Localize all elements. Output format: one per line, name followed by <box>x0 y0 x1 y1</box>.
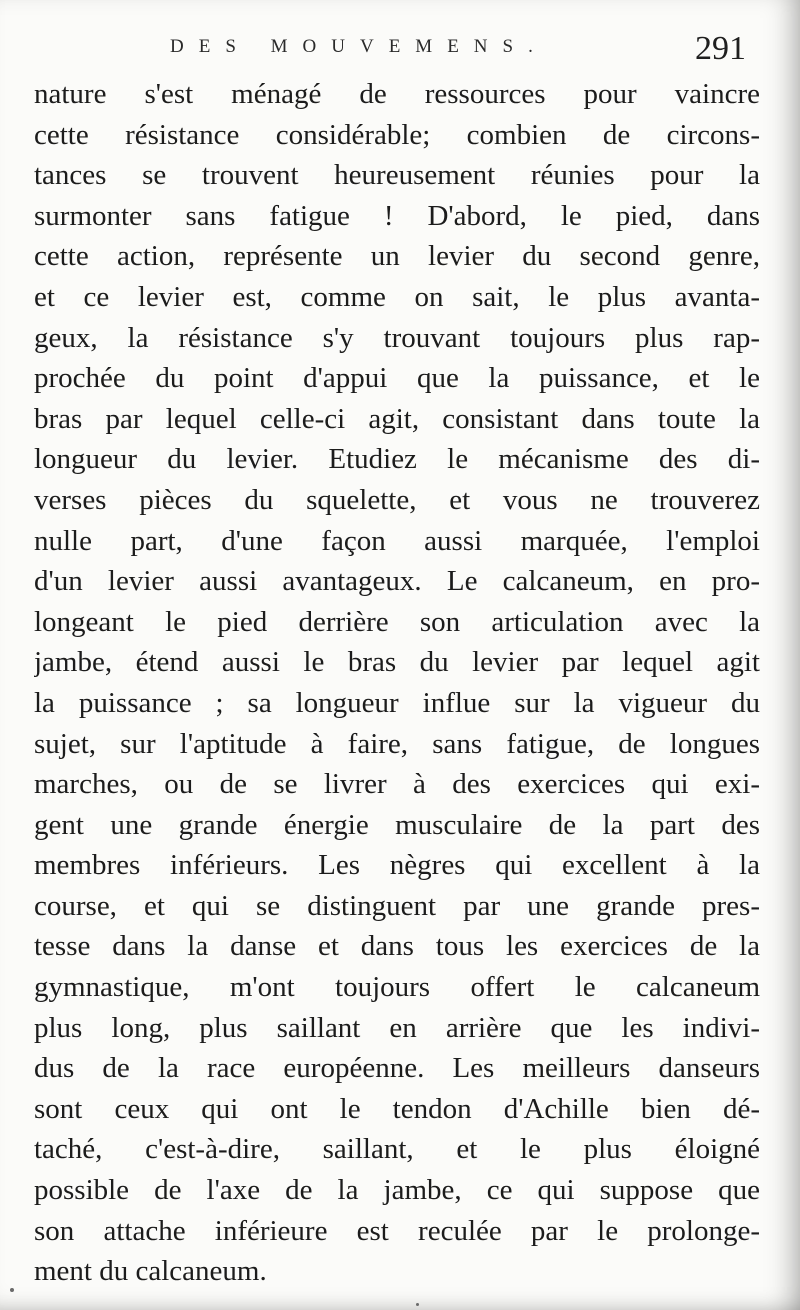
text-line: surmonter sans fatigue ! D'abord, le pied, dans <box>34 199 760 232</box>
text-line: nulle part, d'une façon aussi marquée, l'emploi <box>34 524 760 557</box>
text-line: possible de l'axe de la jambe, ce qui suppose que <box>34 1174 760 1207</box>
text-line: tesse dans la danse et dans tous les exercices de la <box>34 930 760 963</box>
page-number: 291 <box>695 30 746 67</box>
text-line: la puissance ; sa longueur influe sur la vigueur du <box>34 686 760 719</box>
text-line: prochée du point d'appui que la puissance, et le <box>34 362 760 395</box>
text-line: sujet, sur l'aptitude à faire, sans fatigue, de longues <box>34 727 760 760</box>
text-line: plus long, plus saillant en arrière que les indivi- <box>34 1011 760 1044</box>
text-line: jambe, étend aussi le bras du levier par lequel agit <box>34 646 760 679</box>
text-line: et ce levier est, comme on sait, le plus avanta- <box>34 280 760 313</box>
text-line: cette action, représente un levier du second genre, <box>34 240 760 273</box>
text-line: ment du calcaneum. <box>34 1255 267 1288</box>
text-line: marches, ou de se livrer à des exercices qui exi- <box>34 768 760 801</box>
text-line: longeant le pied derrière son articulation avec la <box>34 605 760 638</box>
text-line: geux, la résistance s'y trouvant toujours plus rap- <box>34 321 760 354</box>
text-line: bras par lequel celle-ci agit, consistant dans toute la <box>34 402 760 435</box>
running-head: DES MOUVEMENS. <box>170 36 548 57</box>
text-line: son attache inférieure est reculée par le prolonge- <box>34 1214 760 1247</box>
text-line: gent une grande énergie musculaire de la part des <box>34 808 760 841</box>
paper-speck <box>416 1303 419 1306</box>
text-line: gymnastique, m'ont toujours offert le calcaneum <box>34 971 760 1004</box>
body-text <box>34 74 760 1292</box>
text-line: course, et qui se distinguent par une grande pres- <box>34 889 760 922</box>
text-line: membres inférieurs. Les nègres qui excellent à la <box>34 849 760 882</box>
text-line: dus de la race européenne. Les meilleurs danseurs <box>34 1052 760 1085</box>
text-line: longueur du levier. Etudiez le mécanisme des di- <box>34 443 760 476</box>
text-line: tances se trouvent heureusement réunies pour la <box>34 159 760 192</box>
text-line: verses pièces du squelette, et vous ne trouverez <box>34 483 760 516</box>
paper-speck <box>10 1288 14 1292</box>
text-line: taché, c'est-à-dire, saillant, et le plus éloigné <box>34 1133 760 1166</box>
text-line: d'un levier aussi avantageux. Le calcaneum, en pro- <box>34 565 760 598</box>
text-line: nature s'est ménagé de ressources pour vaincre <box>34 78 760 110</box>
text-line: cette résistance considérable; combien de circons- <box>34 118 760 151</box>
text-line: sont ceux qui ont le tendon d'Achille bien dé- <box>34 1092 760 1125</box>
